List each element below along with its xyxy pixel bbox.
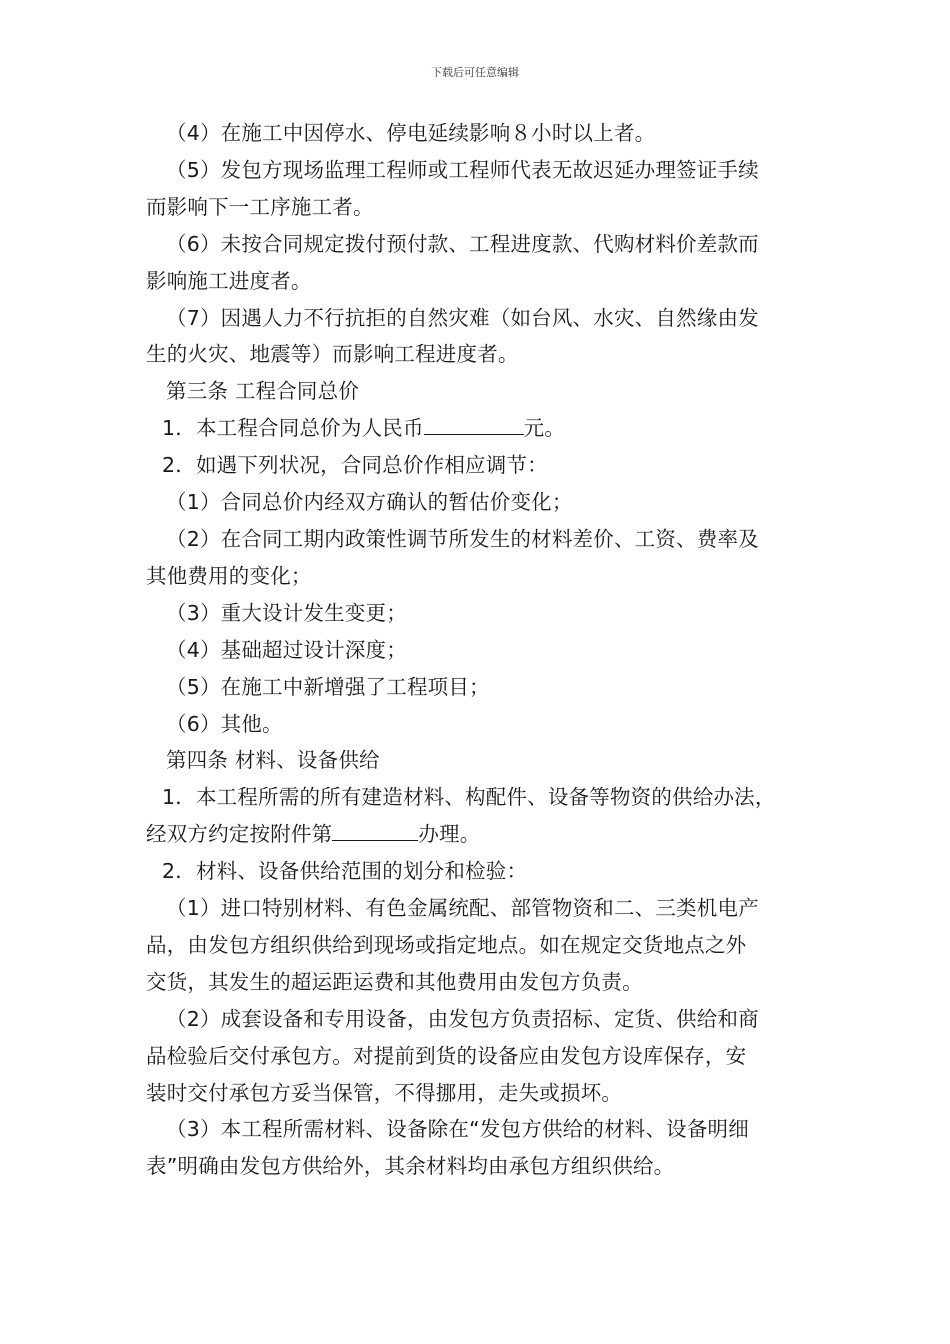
section-heading: 第三条 工程合同总价 — [166, 379, 360, 404]
paragraph-line: 2．如遇下列状况，合同总价作相应调节： — [162, 453, 548, 478]
paragraph-line: （7）因遇人力不行抗拒的自然灾难（如台风、水灾、自然缘由发 — [166, 305, 759, 330]
paragraph-line: （1）进口特别材料、有色金属统配、部管物资和二、三类机电产 — [166, 896, 759, 921]
paragraph-line: 生的火灾、地震等）而影响工程进度者。 — [146, 342, 519, 367]
paragraph-line: （3）本工程所需材料、设备除在“发包方供给的材料、设备明细 — [166, 1117, 749, 1142]
annex-label: 经双方约定按附件第 — [146, 822, 333, 847]
paragraph-line: （6）其他。 — [166, 711, 283, 736]
paragraph-line: 1．本工程所需的所有建造材料、构配件、设备等物资的供给办法， — [162, 785, 776, 810]
paragraph-line: 表”明确由发包方供给外，其余材料均由承包方组织供给。 — [146, 1154, 675, 1179]
paragraph-line: （6）未按合同规定拨付预付款、工程进度款、代购材料价差款而 — [166, 231, 759, 256]
paragraph-line: 2．材料、设备供给范围的划分和检验： — [162, 859, 528, 884]
annex-number-blank — [332, 822, 418, 841]
paragraph-line: （5）发包方现场监理工程师或工程师代表无故迟延办理签证手续 — [166, 157, 759, 182]
document-body — [146, 115, 826, 1185]
paragraph-line: （4）基础超过设计深度； — [166, 637, 407, 662]
paragraph-line: 影响施工进度者。 — [146, 268, 312, 293]
contract-price-blank — [424, 416, 524, 435]
paragraph-line: 交货，其发生的超运距运费和其他费用由发包方负责。 — [146, 969, 643, 994]
annex-suffix: 办理。 — [418, 822, 481, 847]
paragraph-line: 品，由发包方组织供给到现场或指定地点。如在规定交货地点之外 — [146, 932, 747, 957]
paragraph-line: （4）在施工中因停水、停电延续影响８小时以上者。 — [166, 121, 656, 145]
paragraph-line: （2）成套设备和专用设备，由发包方负责招标、定货、供给和商 — [166, 1006, 759, 1031]
paragraph-line: （5）在施工中新增强了工程项目； — [166, 674, 490, 699]
paragraph-line: 其他费用的变化； — [146, 563, 312, 588]
paragraph-line: （3）重大设计发生变更； — [166, 600, 407, 625]
page-header: 下载后可任意编辑 — [431, 66, 519, 79]
paragraph-line — [146, 410, 826, 447]
paragraph-line: 装时交付承包方妥当保管，不得挪用，走失或损坏。 — [146, 1080, 623, 1105]
contract-price-label: 1．本工程合同总价为人民币 — [162, 416, 424, 441]
paragraph-line: （2）在合同工期内政策性调节所发生的材料差价、工资、费率及 — [166, 526, 759, 551]
paragraph-line: 品检验后交付承包方。对提前到货的设备应由发包方设库保存，安 — [146, 1043, 747, 1068]
paragraph-line: 而影响下一工序施工者。 — [146, 194, 374, 219]
section-heading: 第四条 材料、设备供给 — [166, 748, 380, 773]
paragraph-line — [146, 816, 826, 853]
contract-price-unit: 元。 — [523, 416, 566, 441]
paragraph-line: （1）合同总价内经双方确认的暂估价变化； — [166, 490, 573, 515]
